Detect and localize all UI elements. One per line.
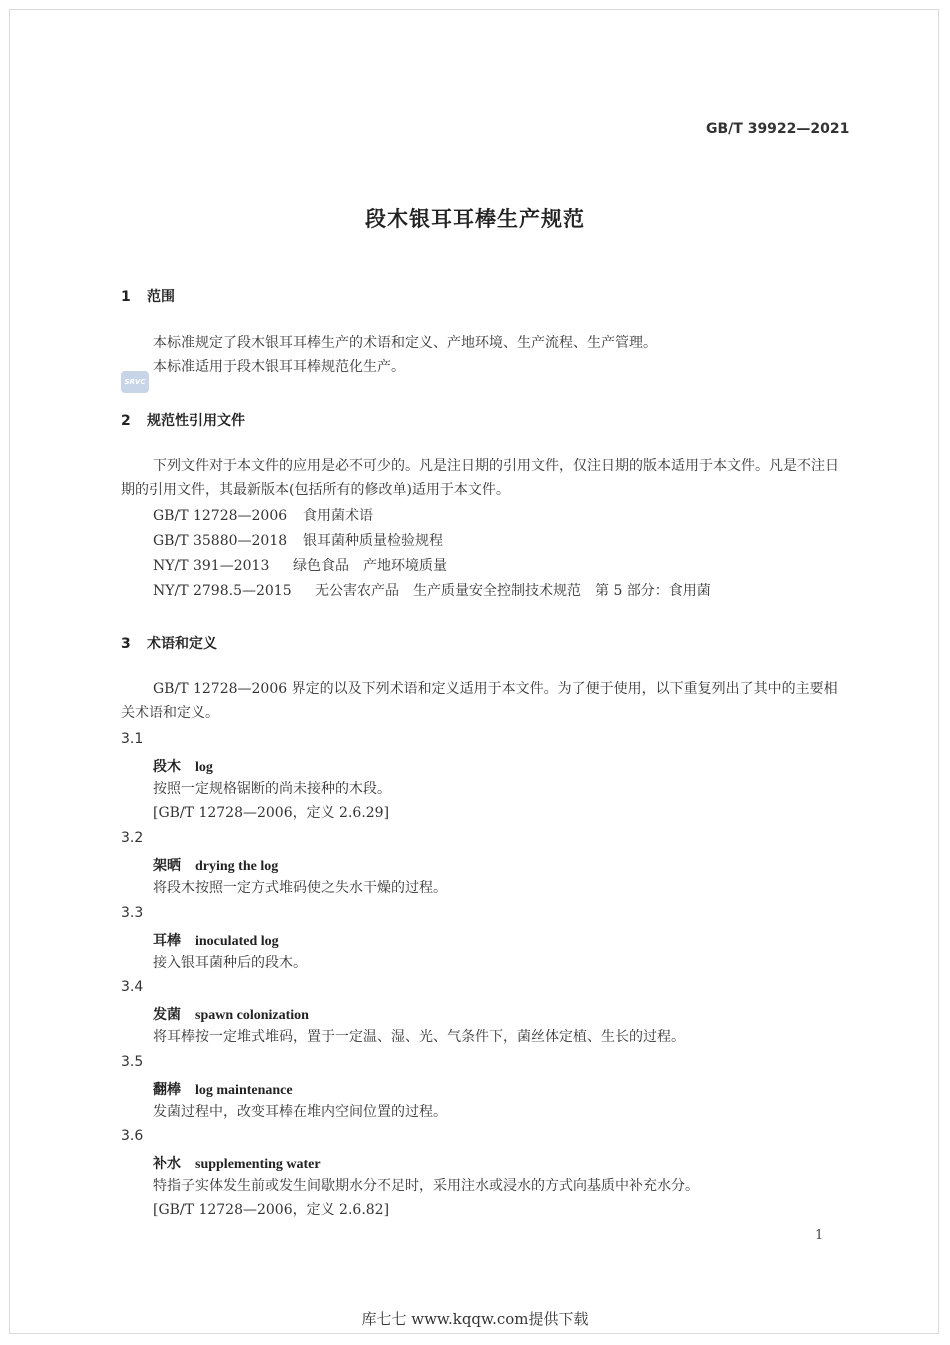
term-source: [GB/T 12728—2006，定义 2.6.29] — [153, 805, 390, 821]
term-definition: 将耳棒按一定堆式堆码，置于一定温、湿、光、气条件下，菌丝体定植、生长的过程。 — [153, 1029, 685, 1045]
term-en: drying the log — [195, 859, 279, 874]
clause-number: 3.1 — [121, 731, 144, 747]
section-title: 规范性引用文件 — [147, 413, 245, 429]
term-definition: 特指子实体发生前或发生间歇期水分不足时，采用注水或浸水的方式向基质中补充水分。 — [153, 1178, 699, 1194]
reference-code: GB/T 12728—2006 — [153, 508, 288, 524]
term-zh: 段木 — [153, 759, 181, 775]
section-title: 术语和定义 — [147, 636, 217, 652]
term-en: log maintenance — [195, 1083, 293, 1098]
section-heading-normative — [121, 410, 245, 430]
clause-number: 3.4 — [121, 979, 144, 995]
normative-intro: 下列文件对于本文件的应用是必不可少的。凡是注日期的引用文件，仅注日期的版本适用于本文件。凡是不注日期的引用文件，其最新版本(包括所有的修改单)适用于本文件。 — [121, 458, 839, 498]
section-heading-scope — [121, 286, 175, 306]
reference-title: 绿色食品 产地环境质量 — [293, 558, 447, 574]
document-title: 段木银耳耳棒生产规范 — [365, 207, 585, 231]
term-definition: 发菌过程中，改变耳棒在堆内空间位置的过程。 — [153, 1104, 447, 1120]
reference-code: GB/T 35880—2018 — [153, 533, 288, 549]
section-title: 范围 — [147, 289, 175, 305]
reference-title: 食用菌术语 — [303, 508, 373, 524]
term-heading — [153, 855, 278, 875]
clause-number: 3.2 — [121, 830, 144, 846]
reference-item — [153, 554, 447, 578]
terms-intro: GB/T 12728—2006 界定的以及下列术语和定义适用于本文件。为了便于使用，以下重复列出了其中的主要相关术语和定义。 — [121, 681, 838, 721]
reference-item — [153, 529, 443, 553]
term-zh: 补水 — [153, 1156, 181, 1172]
section-number: 1 — [121, 289, 131, 305]
term-en: supplementing water — [195, 1157, 321, 1172]
term-heading — [153, 1079, 293, 1099]
term-en: log — [195, 760, 213, 775]
section-heading-terms — [121, 633, 217, 653]
standard-code: GB/T 39922—2021 — [706, 121, 850, 137]
term-en: inoculated log — [195, 934, 279, 949]
scope-paragraph-1: 本标准规定了段木银耳耳棒生产的术语和定义、产地环境、生产流程、生产管理。 — [153, 335, 657, 351]
term-zh: 翻棒 — [153, 1082, 181, 1098]
clause-number: 3.5 — [121, 1054, 144, 1070]
term-heading — [153, 930, 279, 950]
term-definition: 将段木按照一定方式堆码使之失水干燥的过程。 — [153, 880, 447, 896]
page-number: 1 — [815, 1228, 824, 1243]
reference-code: NY/T 391—2013 — [153, 558, 270, 574]
term-definition: 按照一定规格锯断的尚未接种的木段。 — [153, 781, 391, 797]
watermark-stamp: SRVC — [121, 371, 149, 393]
term-zh: 发菌 — [153, 1007, 181, 1023]
term-heading — [153, 1004, 309, 1024]
term-heading — [153, 1153, 321, 1173]
scope-paragraph-2: 本标准适用于段木银耳耳棒规范化生产。 — [153, 359, 405, 375]
term-definition: 接入银耳菌种后的段木。 — [153, 955, 307, 971]
reference-item — [153, 579, 711, 603]
download-footer: 库七七 www.kqqw.com提供下载 — [361, 1310, 589, 1328]
term-heading — [153, 756, 213, 776]
section-number: 2 — [121, 413, 131, 429]
clause-number: 3.3 — [121, 905, 144, 921]
term-source: [GB/T 12728—2006，定义 2.6.82] — [153, 1202, 390, 1218]
term-zh: 架晒 — [153, 858, 181, 874]
reference-item — [153, 504, 373, 528]
reference-code: NY/T 2798.5—2015 — [153, 583, 292, 599]
term-en: spawn colonization — [195, 1008, 309, 1023]
term-zh: 耳棒 — [153, 933, 181, 949]
reference-title: 无公害农产品 生产质量安全控制技术规范 第 5 部分：食用菌 — [315, 583, 711, 599]
section-number: 3 — [121, 636, 131, 652]
reference-title: 银耳菌种质量检验规程 — [303, 533, 443, 549]
clause-number: 3.6 — [121, 1128, 144, 1144]
